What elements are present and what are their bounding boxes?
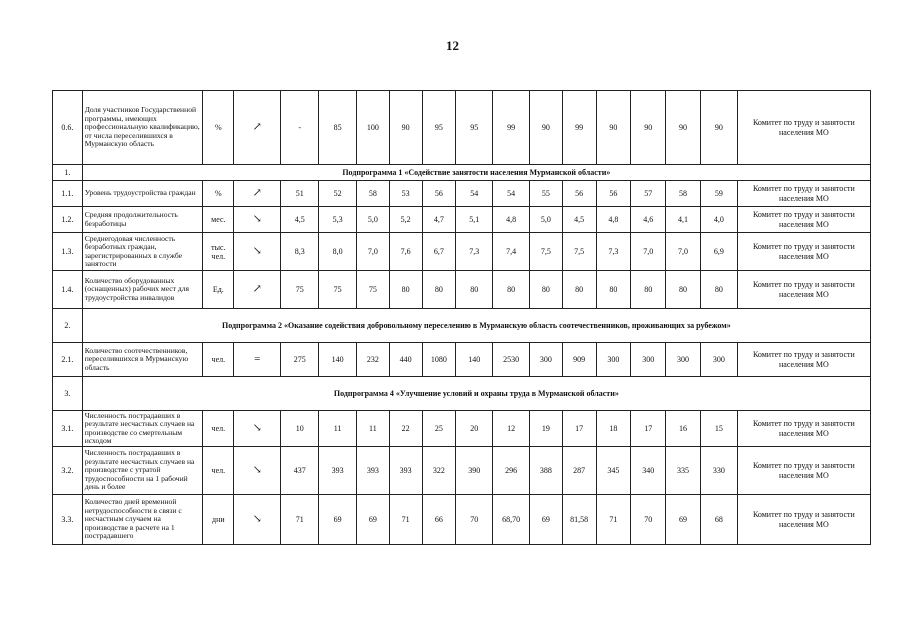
row-number: 2. (53, 309, 83, 343)
value-cell: 4,8 (596, 207, 631, 233)
value-cell: 140 (456, 343, 493, 377)
value-cell: 4,5 (562, 207, 596, 233)
row-number: 2.1. (53, 343, 83, 377)
unit-cell: чел. (203, 447, 234, 495)
value-cell: 80 (456, 271, 493, 309)
trend-down-icon: ↘ (252, 213, 262, 225)
value-cell: 80 (631, 271, 666, 309)
value-cell: 7,0 (357, 233, 390, 271)
indicator-row (53, 91, 871, 165)
indicator-name: Среднегодовая численность безработных граждан, зарегистрированных в службе занятости (82, 233, 203, 271)
unit-cell: чел. (203, 411, 234, 447)
value-cell: 70 (631, 495, 666, 545)
row-number: 0.6. (53, 91, 83, 165)
unit-cell: дни (203, 495, 234, 545)
value-cell: 6,7 (422, 233, 456, 271)
value-cell: 80 (666, 271, 701, 309)
trend-cell (234, 495, 281, 545)
value-cell: 300 (666, 343, 701, 377)
value-cell: 388 (530, 447, 563, 495)
row-number: 1.1. (53, 181, 83, 207)
value-cell: 66 (422, 495, 456, 545)
responsible-cell: Комитет по труду и занятости населения МО (737, 411, 870, 447)
value-cell: 56 (422, 181, 456, 207)
value-cell: 10 (281, 411, 319, 447)
unit-cell: чел. (203, 343, 234, 377)
responsible-cell: Комитет по труду и занятости населения МО (737, 271, 870, 309)
subprogram-title: Подпрограмма 2 «Оказание содействия добровольному переселению в Мурманскую область соотечественников, проживающих за рубежом» (82, 309, 870, 343)
responsible-cell: Комитет по труду и занятости населения МО (737, 91, 870, 165)
table-body (53, 91, 871, 545)
value-cell: 5,2 (389, 207, 422, 233)
value-cell: 4,6 (631, 207, 666, 233)
responsible-cell: Комитет по труду и занятости населения МО (737, 233, 870, 271)
value-cell: 16 (666, 411, 701, 447)
value-cell: 4,1 (666, 207, 701, 233)
trend-cell (234, 271, 281, 309)
responsible-cell: Комитет по труду и занятости населения МО (737, 207, 870, 233)
value-cell: 5,0 (530, 207, 563, 233)
subprogram-title: Подпрограмма 4 «Улучшение условий и охраны труда в Мурманской области» (82, 377, 870, 411)
value-cell: 59 (700, 181, 737, 207)
value-cell: 90 (530, 91, 563, 165)
value-cell: 8,0 (319, 233, 357, 271)
value-cell: 95 (456, 91, 493, 165)
value-cell: 75 (281, 271, 319, 309)
value-cell: 7,0 (666, 233, 701, 271)
value-cell: 300 (596, 343, 631, 377)
value-cell: 437 (281, 447, 319, 495)
value-cell: 345 (596, 447, 631, 495)
trend-up-icon: ↗ (252, 187, 262, 199)
value-cell: 22 (389, 411, 422, 447)
value-cell: 56 (562, 181, 596, 207)
trend-cell (234, 207, 281, 233)
value-cell: 85 (319, 91, 357, 165)
value-cell: 55 (530, 181, 563, 207)
value-cell: 335 (666, 447, 701, 495)
value-cell: 18 (596, 411, 631, 447)
value-cell: 12 (493, 411, 530, 447)
value-cell: 300 (700, 343, 737, 377)
subprogram-row (53, 309, 871, 343)
row-number: 3.1. (53, 411, 83, 447)
value-cell: 58 (357, 181, 390, 207)
indicator-row (53, 343, 871, 377)
value-cell: 330 (700, 447, 737, 495)
indicator-name: Количество соотечественников, переселившихся в Мурманскую область (82, 343, 203, 377)
value-cell: 54 (456, 181, 493, 207)
value-cell: 4,0 (700, 207, 737, 233)
indicator-name: Количество оборудованных (оснащенных) рабочих мест для трудоустройства инвалидов (82, 271, 203, 309)
responsible-cell: Комитет по труду и занятости населения МО (737, 343, 870, 377)
indicator-name: Уровень трудоустройства граждан (82, 181, 203, 207)
page-number: 12 (446, 38, 459, 53)
value-cell: 80 (596, 271, 631, 309)
value-cell: 4,7 (422, 207, 456, 233)
value-cell: 53 (389, 181, 422, 207)
value-cell: 296 (493, 447, 530, 495)
trend-up-icon: ↗ (252, 283, 262, 295)
value-cell: 340 (631, 447, 666, 495)
value-cell: 80 (700, 271, 737, 309)
value-cell: 56 (596, 181, 631, 207)
trend-cell (234, 181, 281, 207)
responsible-cell: Комитет по труду и занятости населения МО (737, 447, 870, 495)
value-cell: 7,5 (530, 233, 563, 271)
value-cell: 99 (562, 91, 596, 165)
value-cell: 95 (422, 91, 456, 165)
trend-up-icon: ↗ (252, 121, 262, 133)
trend-cell (234, 411, 281, 447)
row-number: 1.2. (53, 207, 83, 233)
unit-cell: тыс. чел. (203, 233, 234, 271)
value-cell: 70 (456, 495, 493, 545)
value-cell: 80 (530, 271, 563, 309)
value-cell: - (281, 91, 319, 165)
value-cell: 80 (389, 271, 422, 309)
indicator-name: Численность пострадавших в результате несчастных случаев на производстве со смертельным исходом (82, 411, 203, 447)
indicator-row (53, 447, 871, 495)
value-cell: 15 (700, 411, 737, 447)
value-cell: 5,1 (456, 207, 493, 233)
value-cell: 7,3 (596, 233, 631, 271)
value-cell: 25 (422, 411, 456, 447)
value-cell: 80 (562, 271, 596, 309)
row-number: 1.3. (53, 233, 83, 271)
value-cell: 99 (493, 91, 530, 165)
value-cell: 11 (357, 411, 390, 447)
value-cell: 17 (562, 411, 596, 447)
value-cell: 75 (319, 271, 357, 309)
value-cell: 71 (281, 495, 319, 545)
value-cell: 6,9 (700, 233, 737, 271)
value-cell: 100 (357, 91, 390, 165)
unit-cell: мес. (203, 207, 234, 233)
row-number: 3. (53, 377, 83, 411)
indicator-row (53, 271, 871, 309)
trend-cell (234, 343, 281, 377)
value-cell: 90 (700, 91, 737, 165)
value-cell: 7,6 (389, 233, 422, 271)
subprogram-title: Подпрограмма 1 «Содействие занятости населения Мурманской области» (82, 165, 870, 181)
trend-cell (234, 233, 281, 271)
unit-cell: % (203, 91, 234, 165)
value-cell: 140 (319, 343, 357, 377)
value-cell: 2530 (493, 343, 530, 377)
value-cell: 80 (493, 271, 530, 309)
value-cell: 300 (530, 343, 563, 377)
trend-down-icon: ↘ (252, 513, 262, 525)
trend-down-icon: ↘ (252, 245, 262, 257)
responsible-cell: Комитет по труду и занятости населения МО (737, 181, 870, 207)
value-cell: 71 (596, 495, 631, 545)
indicators-table (52, 90, 871, 545)
value-cell: 7,0 (631, 233, 666, 271)
row-number: 1.4. (53, 271, 83, 309)
value-cell: 69 (530, 495, 563, 545)
value-cell: 5,3 (319, 207, 357, 233)
value-cell: 909 (562, 343, 596, 377)
subprogram-row (53, 165, 871, 181)
value-cell: 232 (357, 343, 390, 377)
value-cell: 440 (389, 343, 422, 377)
row-number: 3.3. (53, 495, 83, 545)
indicator-row (53, 233, 871, 271)
trend-cell (234, 447, 281, 495)
value-cell: 8,3 (281, 233, 319, 271)
trend-down-icon: ↘ (252, 422, 262, 434)
value-cell: 52 (319, 181, 357, 207)
indicator-name: Средняя продолжительность безработицы (82, 207, 203, 233)
value-cell: 393 (357, 447, 390, 495)
value-cell: 90 (666, 91, 701, 165)
value-cell: 69 (319, 495, 357, 545)
value-cell: 7,4 (493, 233, 530, 271)
value-cell: 287 (562, 447, 596, 495)
unit-cell: Ед. (203, 271, 234, 309)
value-cell: 54 (493, 181, 530, 207)
indicator-row (53, 411, 871, 447)
subprogram-row (53, 377, 871, 411)
value-cell: 81,58 (562, 495, 596, 545)
trend-cell (234, 91, 281, 165)
value-cell: 57 (631, 181, 666, 207)
value-cell: 90 (389, 91, 422, 165)
value-cell: 393 (319, 447, 357, 495)
value-cell: 69 (666, 495, 701, 545)
value-cell: 11 (319, 411, 357, 447)
value-cell: 7,5 (562, 233, 596, 271)
responsible-cell: Комитет по труду и занятости населения МО (737, 495, 870, 545)
unit-cell: % (203, 181, 234, 207)
trend-equal-icon: = (254, 353, 261, 365)
value-cell: 20 (456, 411, 493, 447)
value-cell: 19 (530, 411, 563, 447)
value-cell: 90 (631, 91, 666, 165)
value-cell: 80 (422, 271, 456, 309)
row-number: 1. (53, 165, 83, 181)
value-cell: 17 (631, 411, 666, 447)
indicator-row (53, 181, 871, 207)
value-cell: 5,0 (357, 207, 390, 233)
value-cell: 69 (357, 495, 390, 545)
value-cell: 322 (422, 447, 456, 495)
indicator-row (53, 207, 871, 233)
value-cell: 393 (389, 447, 422, 495)
indicator-name: Численность пострадавших в результате несчастных случаев на производстве с утратой трудоспособности на 1 рабочий день и более (82, 447, 203, 495)
value-cell: 4,8 (493, 207, 530, 233)
value-cell: 51 (281, 181, 319, 207)
value-cell: 75 (357, 271, 390, 309)
value-cell: 4,5 (281, 207, 319, 233)
value-cell: 300 (631, 343, 666, 377)
value-cell: 68 (700, 495, 737, 545)
row-number: 3.2. (53, 447, 83, 495)
indicator-name: Количество дней временной нетрудоспособности в связи с несчастным случаем на производстве в расчете на 1 пострадавшего (82, 495, 203, 545)
value-cell: 58 (666, 181, 701, 207)
value-cell: 7,3 (456, 233, 493, 271)
value-cell: 71 (389, 495, 422, 545)
value-cell: 390 (456, 447, 493, 495)
indicator-row (53, 495, 871, 545)
indicator-name: Доля участников Государственной программы, имеющих профессиональную квалификацию, от числа переселившихся в Мурманскую область (82, 91, 203, 165)
value-cell: 1080 (422, 343, 456, 377)
value-cell: 90 (596, 91, 631, 165)
value-cell: 275 (281, 343, 319, 377)
value-cell: 68,70 (493, 495, 530, 545)
trend-down-icon: ↘ (252, 464, 262, 476)
